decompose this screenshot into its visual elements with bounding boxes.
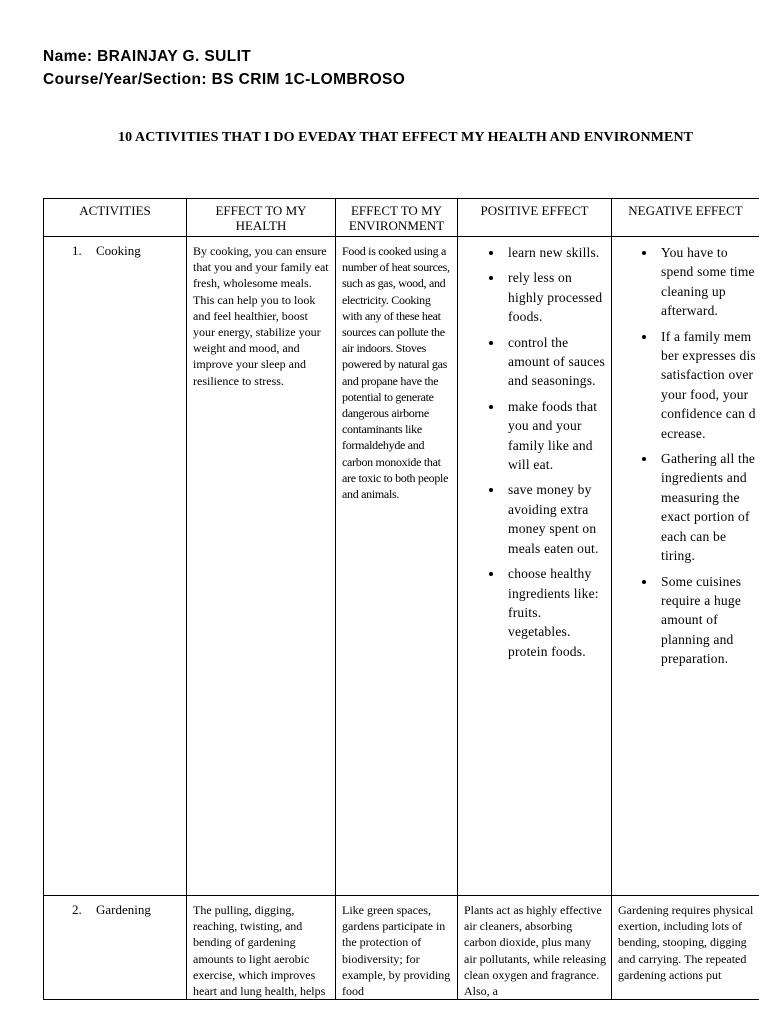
environment-effect-cell: Food is cooked using a number of heat sources, such as gas, wood, and electricity. Cooking with any of these heat sources can pollute the air indoors. Stoves powered by natural gas and propane have the potential to generate dangerous airborne contaminants like formaldehyde and carbon monoxide that are toxic to both people and animals. — [336, 237, 458, 896]
health-effect-cell: By cooking, you can ensure that you and your family eat fresh, wholesome meals. This can help you to look and feel healthier, boost your energy, stabilize your weight and mood, and improve your sleep and resilience to stress. — [187, 237, 336, 896]
negative-effect-cell — [612, 237, 760, 896]
list-item: • rely less on highly processed foods. — [504, 268, 606, 326]
list-item: • Some cuisines require a huge amount of planning and preparation. — [657, 572, 757, 669]
list-item: • make foods that you and your family like and will eat. — [504, 397, 606, 475]
table-row — [44, 896, 760, 1000]
list-item: • learn new skills. — [504, 243, 606, 262]
positive-effect-cell — [458, 237, 612, 896]
negative-effect-cell: Gardening requires physical exertion, including lots of bending, stooping, digging and carrying. The repeated gardening actions put — [612, 896, 760, 1000]
activity-cell — [44, 237, 187, 896]
column-header-environment: EFFECT TO MY ENVIRONMENT — [336, 199, 458, 237]
activities-table — [43, 198, 759, 1000]
activity-name: Cooking — [96, 243, 141, 258]
activities-table-container — [43, 198, 759, 1024]
positive-effect-cell: Plants act as highly effective air cleaners, absorbing carbon dioxide, plus many air pollutants, while releasing clean oxygen and fragrance. Also, a — [458, 896, 612, 1000]
column-header-health: EFFECT TO MY HEALTH — [187, 199, 336, 237]
list-item: • choose healthy ingredients like: fruits. vegetables. protein foods. — [504, 564, 606, 661]
activity-number: 1. — [72, 243, 82, 258]
list-item: • Gathering all the ingredients and measuring the exact portion of each can be tiring. — [657, 449, 757, 565]
positive-effect-list — [458, 243, 606, 661]
negative-effect-list — [612, 243, 757, 669]
list-item: • control the amount of sauces and seasonings. — [504, 333, 606, 391]
table-row — [44, 237, 760, 896]
table-header-row — [44, 199, 760, 237]
list-item: • You have to spend some time cleaning up afterward. — [657, 243, 757, 321]
health-effect-cell: The pulling, digging, reaching, twisting, and bending of gardening amounts to light aerobic exercise, which improves heart and lung health, helps — [187, 896, 336, 1000]
column-header-activities: ACTIVITIES — [44, 199, 187, 237]
list-item: • save money by avoiding extra money spent on meals eaten out. — [504, 480, 606, 558]
list-item: • If a family member expresses dissatisfaction over your food, your confidence can decrease. — [657, 327, 757, 443]
environment-effect-cell: Like green spaces, gardens participate in the protection of biodiversity; for example, by providing food — [336, 896, 458, 1000]
column-header-positive: POSITIVE EFFECT — [458, 199, 612, 237]
course-year-section: Course/Year/Section: BS CRIM 1C-LOMBROSO — [43, 71, 406, 88]
document-title: 10 ACTIVITIES THAT I DO EVEDAY THAT EFFECT MY HEALTH AND ENVIRONMENT — [118, 130, 694, 145]
activity-cell — [44, 896, 187, 1000]
activity-number: 2. — [72, 902, 82, 917]
column-header-negative: NEGATIVE EFFECT — [612, 199, 760, 237]
student-name: Name: BRAINJAY G. SULIT — [43, 48, 252, 65]
activity-name: Gardening — [96, 902, 151, 917]
